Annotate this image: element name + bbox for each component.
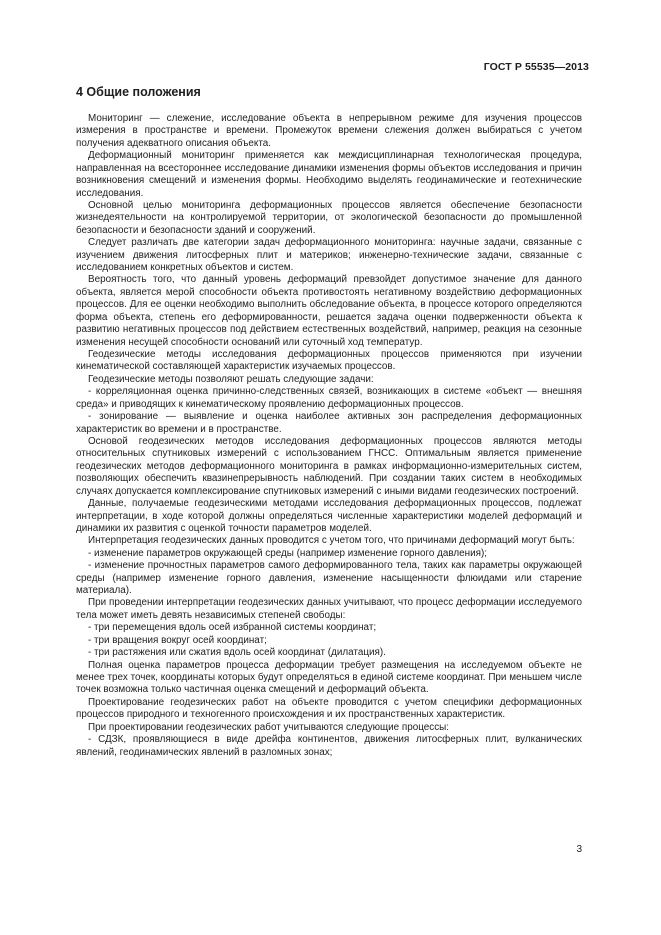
- section-title: 4 Общие положения: [76, 85, 201, 99]
- body-text: [76, 113, 582, 759]
- paragraph: Полная оценка параметров процесса деформации требует размещения на исследуемом объекте не менее трех точек, координаты которых будут определяться в единой системе координат. При меньшем числе точек возможна только частичная оценка смещений и деформаций объекта.: [76, 659, 582, 696]
- list-item: - изменение прочностных параметров самого деформированного тела, таких как параметры окружающей среды (например изменение горного давления, изменение насыщенности флюидами или старение материала).: [76, 560, 582, 597]
- list-item: - корреляционная оценка причинно-следственных связей, возникающих в системе «объект — внешняя среда» и приводящих к кинематическому проявлению деформационных процессов.: [76, 386, 582, 410]
- list-item: - СДЗК, проявляющиеся в виде дрейфа континентов, движения литосферных плит, вулканических явлений, геодинамических явлений в разломных зонах;: [76, 734, 582, 758]
- page-number: 3: [576, 844, 582, 855]
- list-item: - изменение параметров окружающей среды (например изменение горного давления);: [88, 547, 487, 559]
- paragraph: Следует различать две категории задач деформационного мониторинга: научные задачи, связанные с изучением движения литосферных плит и материков; инженерно-технические задачи, связанные с исследованием конкретных объектов и систем.: [76, 237, 582, 274]
- list-item: - зонирование — выявление и оценка наиболее активных зон распределения деформационных характеристик во времени и в пространстве.: [76, 411, 582, 435]
- standard-code: ГОСТ Р 55535—2013: [483, 61, 589, 73]
- list-item: - три растяжения или сжатия вдоль осей координат (дилатация).: [88, 647, 386, 659]
- paragraph: При проведении интерпретации геодезических данных учитывают, что процесс деформации исследуемого тела может иметь девять независимых степеней свободы:: [76, 597, 582, 621]
- paragraph: Проектирование геодезических работ на объекте проводится с учетом специфики деформационных процессов природного и техногенного происхождения и их пространственных характеристик.: [76, 696, 582, 721]
- paragraph: Геодезические методы позволяют решать следующие задачи:: [88, 373, 374, 385]
- list-item: - три вращения вокруг осей координат;: [88, 634, 267, 646]
- paragraph: Деформационный мониторинг применяется как междисциплинарная технологическая процедура, направленная на всестороннее исследование динамики изменения формы объектов исследования и причин возникновения смещений и изменения формы. Необходимо выделять геодинамические и геотехнические исследования.: [76, 150, 582, 199]
- paragraph: Мониторинг — слежение, исследование объекта в непрерывном режиме для изучения процессов измерения в пространстве и времени. Промежуток времени слежения должен выбираться с учетом получения адекватного описания объекта.: [76, 113, 582, 149]
- paragraph: Данные, получаемые геодезическими методами исследования деформационных процессов, подлежат интерпретации, в ходе которой должны определяться численные характеристики моделей деформаций и динамики их развития с оценкой точности параметров моделей.: [76, 498, 582, 534]
- paragraph: При проектировании геодезических работ учитываются следующие процессы:: [88, 721, 450, 733]
- paragraph: Геодезические методы исследования деформационных процессов применяются при изучении кинематической составляющей характеристик изучаемых процессов.: [76, 349, 582, 373]
- paragraph: Основой геодезических методов исследования деформационных процессов являются методы относительных спутниковых измерений с использованием ГНСС. Оптимальным является применение геодезических методов деформационного мониторинга в рамках информационно-измерительных систем, позволяющих обеспечить квазинепрерывность наблюдений. При создании таких систем в необходимых случаях допускается комплексирование спутниковых измерений с иными видами геодезических построений.: [76, 435, 582, 497]
- list-item: - три перемещения вдоль осей избранной системы координат;: [88, 622, 377, 634]
- paragraph: Интерпретация геодезических данных проводится с учетом того, что причинами деформаций могут быть:: [88, 535, 575, 547]
- paragraph: Вероятность того, что данный уровень деформаций превзойдет допустимое значение для данного объекта, является мерой способности объекта противостоять негативному воздействию деформационных процессов. Для ее оценки необходимо выполнить обследование объекта, в процессе которого определяются форма объекта, степень его деформированности, решается задача оценки подверженности объекта к развитию негативных процессов под действием естественных воздействий, например, реакция на сезонные изменения несущей способности оснований или суточный ход температур.: [76, 274, 582, 348]
- paragraph: Основной целью мониторинга деформационных процессов является обеспечение безопасности жизнедеятельности на контролируемой территории, от экологической безопасности до промышленной безопасности и безопасности зданий и сооружений.: [76, 199, 582, 236]
